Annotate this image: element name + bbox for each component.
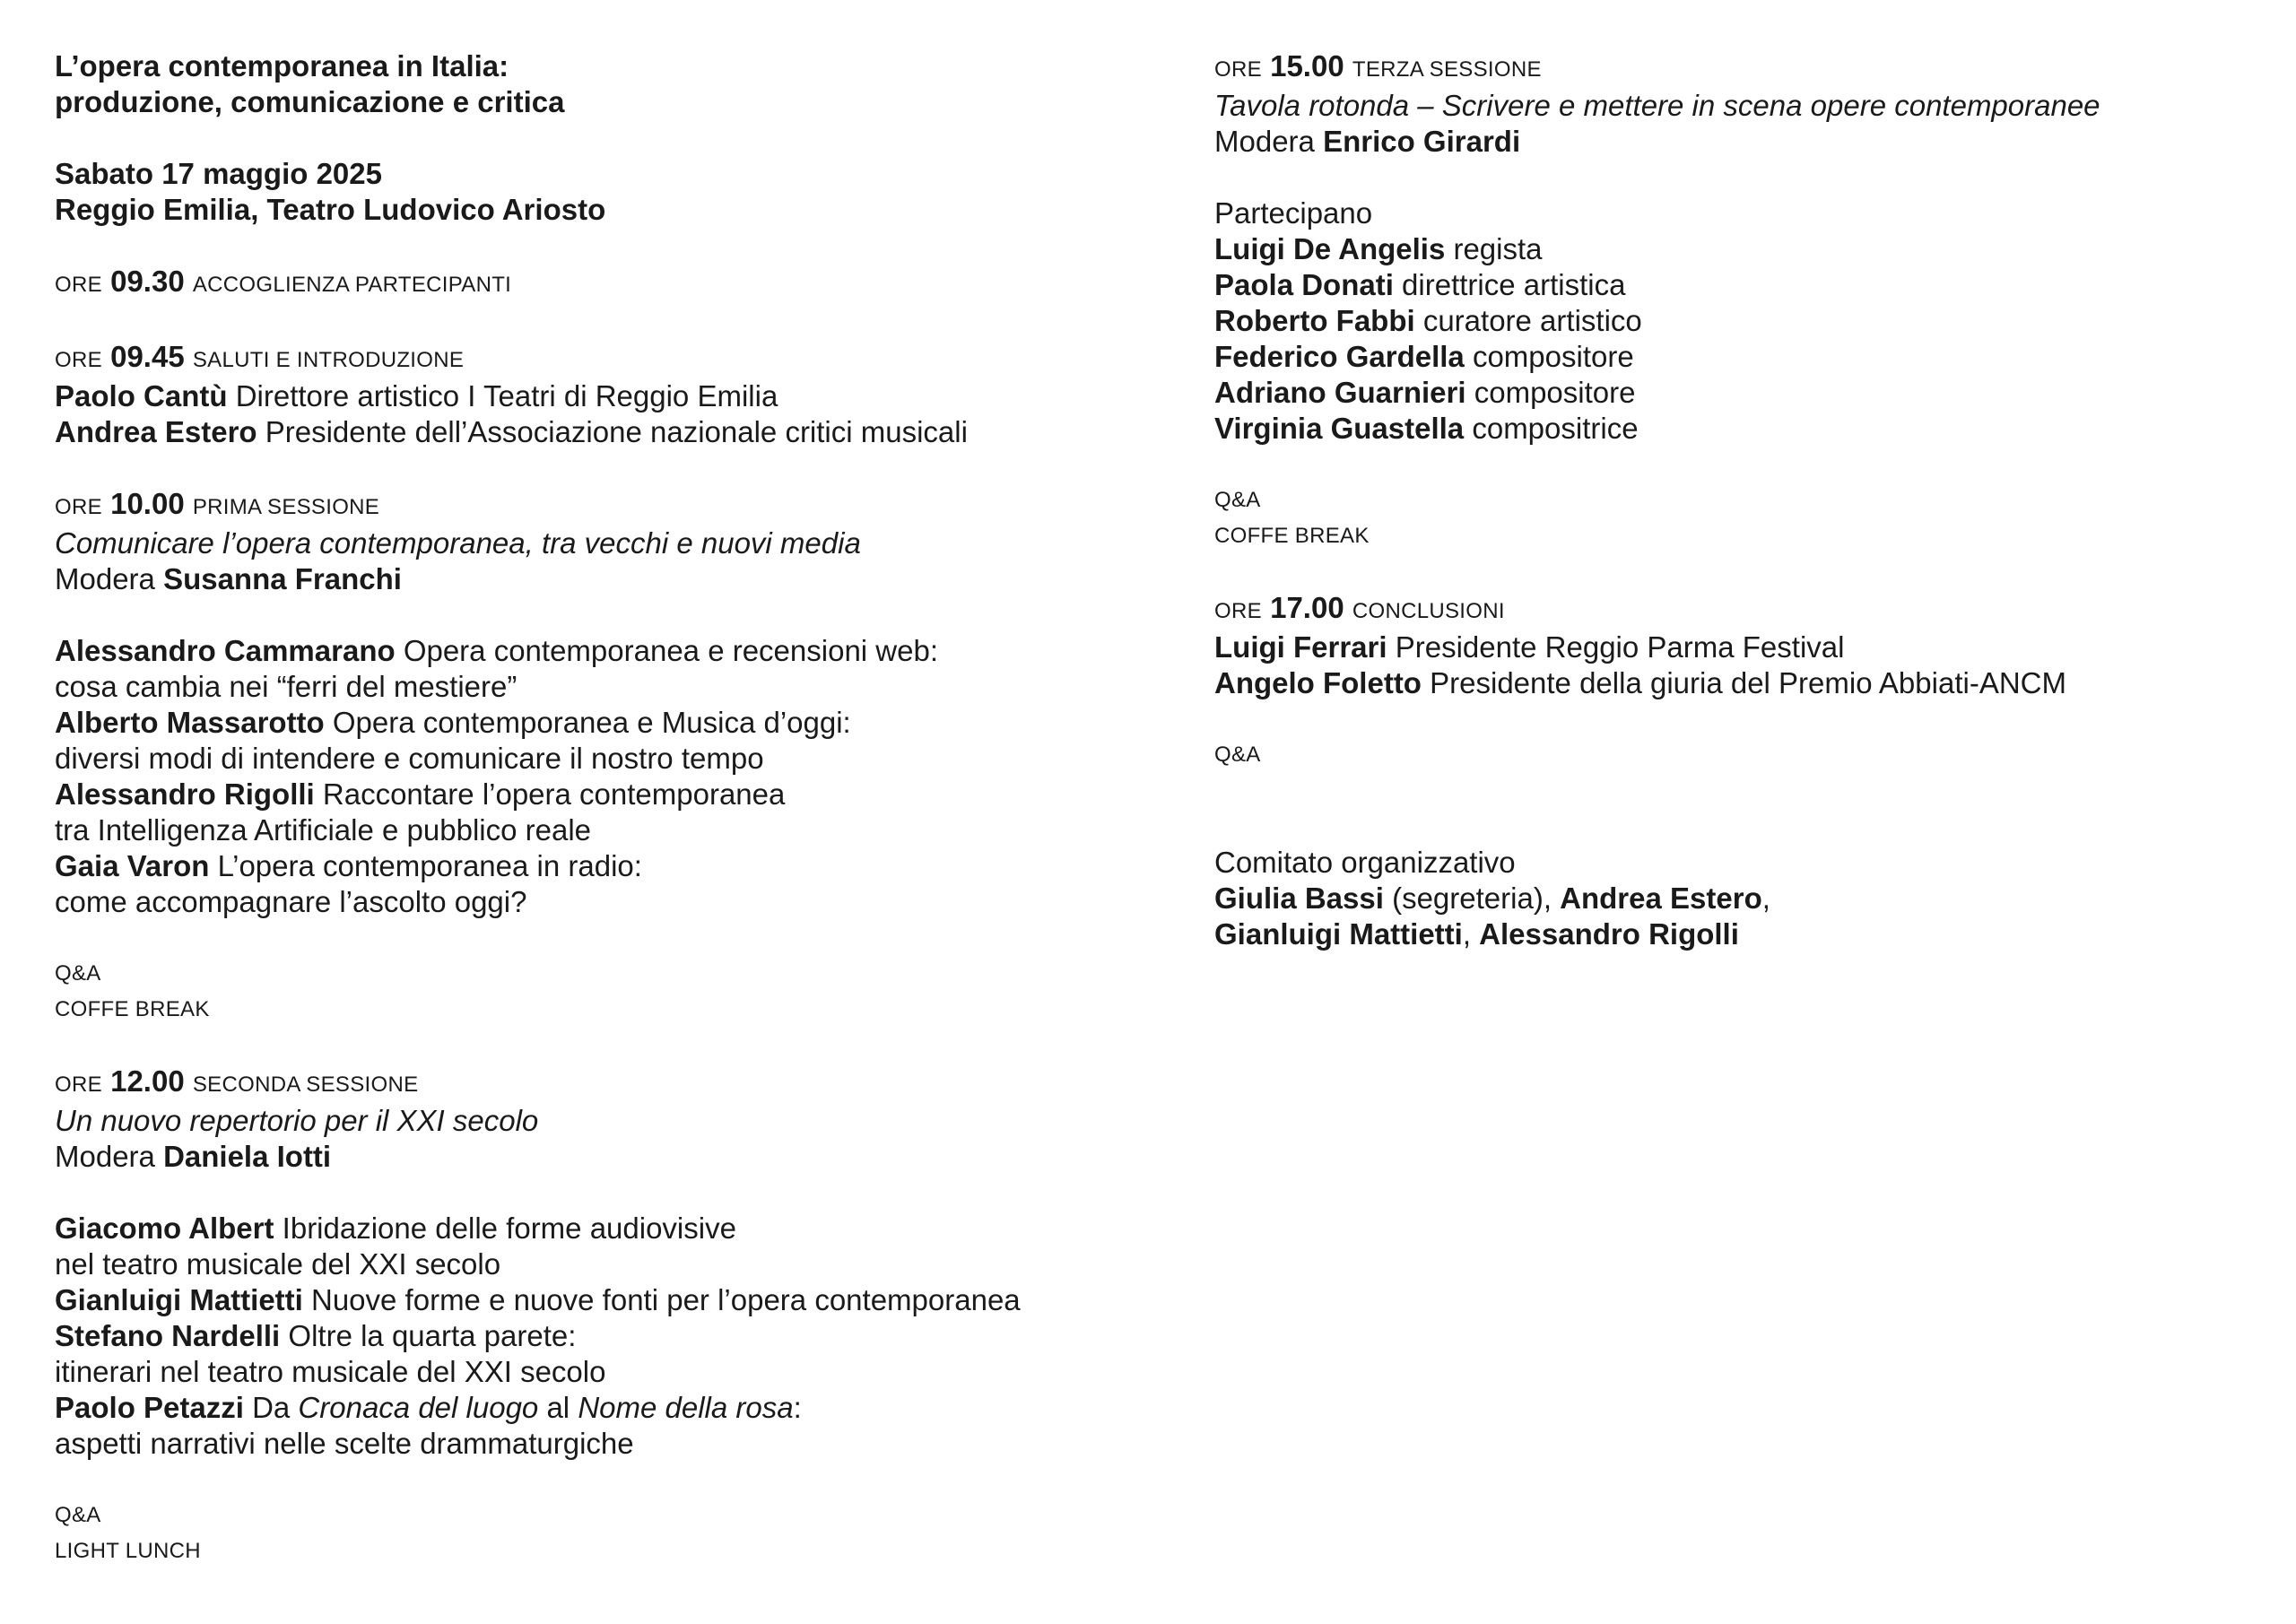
- participant-name: Virginia Guastella: [1214, 412, 1465, 445]
- intro-speaker: [55, 378, 1185, 414]
- speaker-role: Presidente dell’Associazione nazionale critici musicali: [265, 415, 968, 448]
- coffee-break-label: COFFE BREAK: [1214, 524, 1370, 548]
- speaker-role: Direttore artistico I Teatri di Reggio Emilia: [235, 379, 778, 413]
- ore-label: ORE: [1214, 57, 1262, 82]
- talk-line: [55, 1211, 1185, 1246]
- participants-label: Partecipano: [1214, 196, 1373, 230]
- qa-label: Q&A: [1214, 488, 1261, 512]
- speaker-name: Andrea Estero: [55, 415, 257, 448]
- participant: [1214, 411, 2273, 447]
- session1-label: PRIMA SESSIONE: [192, 495, 380, 519]
- speaker-name: Alessandro Rigolli: [55, 777, 315, 811]
- ore-label: ORE: [55, 273, 102, 297]
- participant: [1214, 375, 2273, 411]
- session1-heading: [55, 486, 1185, 525]
- welcome-heading: [55, 264, 1185, 303]
- work-title: Nome della rosa: [578, 1391, 794, 1424]
- intro-label: SALUTI E INTRODUZIONE: [192, 348, 465, 372]
- session3-moderator: [1214, 124, 2273, 160]
- talk-line: [55, 848, 1185, 884]
- committee-note: (segreteria),: [1392, 881, 1552, 915]
- speaker-role: Presidente della giuria del Premio Abbiati-ANCM: [1430, 666, 2066, 699]
- qa-label: Q&A: [55, 1503, 101, 1527]
- session2-heading: [55, 1064, 1185, 1103]
- session2-moderator: [55, 1139, 1185, 1175]
- speaker-name: Alessandro Cammarano: [55, 634, 396, 667]
- talk-al: al: [546, 1391, 570, 1424]
- talk-line-2: diversi modi di intendere e comunicare il nostro tempo: [55, 742, 764, 775]
- committee-member: Giulia Bassi: [1214, 881, 1384, 915]
- ore-label: ORE: [55, 1073, 102, 1097]
- participant-role: direttrice artistica: [1402, 268, 1626, 301]
- left-column: [55, 48, 1185, 1569]
- participant-role: compositore: [1474, 376, 1636, 409]
- session2-time: 12.00: [110, 1064, 185, 1098]
- speaker-name: Stefano Nardelli: [55, 1319, 281, 1352]
- participant-name: Luigi De Angelis: [1214, 232, 1446, 265]
- intro-time: 09.45: [110, 340, 185, 373]
- moderator-name: Enrico Girardi: [1323, 125, 1521, 158]
- participant-role: compositore: [1472, 340, 1634, 373]
- conclusion-speaker: [1214, 630, 2273, 665]
- conclusions-label: CONCLUSIONI: [1352, 599, 1505, 623]
- participant-name: Adriano Guarnieri: [1214, 376, 1466, 409]
- participant-role: regista: [1453, 232, 1543, 265]
- participant-role: compositrice: [1472, 412, 1639, 445]
- participant: [1214, 339, 2273, 375]
- talk-line: [55, 1390, 1185, 1426]
- talk-line: [55, 633, 1185, 669]
- talk-line-2: itinerari nel teatro musicale del XXI secolo: [55, 1355, 606, 1388]
- talk-title: Nuove forme e nuove fonti per l’opera contemporanea: [311, 1283, 1021, 1316]
- session3-time: 15.00: [1270, 49, 1344, 83]
- participant: [1214, 267, 2273, 303]
- participant: [1214, 231, 2273, 267]
- session1-subtitle: Comunicare l’opera contemporanea, tra vecchi e nuovi media: [55, 526, 861, 560]
- ore-label: ORE: [55, 348, 102, 372]
- participant-name: Paola Donati: [1214, 268, 1394, 301]
- speaker-name: Angelo Foletto: [1214, 666, 1422, 699]
- session1-time: 10.00: [110, 487, 185, 520]
- talk-line-2: tra Intelligenza Artificiale e pubblico reale: [55, 813, 592, 847]
- welcome-time: 09.30: [110, 265, 185, 298]
- talk-colon: :: [793, 1391, 802, 1424]
- participant-name: Roberto Fabbi: [1214, 304, 1415, 337]
- ore-label: ORE: [55, 495, 102, 519]
- committee-line-2: [1214, 916, 2273, 952]
- speaker-role: Presidente Reggio Parma Festival: [1395, 630, 1845, 664]
- event-title-line-1: L’opera contemporanea in Italia:: [55, 49, 509, 83]
- talk-line: [55, 1318, 1185, 1354]
- right-column: [1214, 48, 2273, 952]
- light-lunch-label: LIGHT LUNCH: [55, 1539, 201, 1563]
- session1-moderator: [55, 561, 1185, 597]
- separator: ,: [1761, 881, 1770, 915]
- conclusion-speaker: [1214, 665, 2273, 701]
- session3-label: TERZA SESSIONE: [1352, 57, 1542, 82]
- committee-member: Gianluigi Mattietti: [1214, 917, 1463, 951]
- speaker-name: Luigi Ferrari: [1214, 630, 1387, 664]
- qa-label: Q&A: [1214, 743, 1261, 767]
- conclusions-time: 17.00: [1270, 591, 1344, 624]
- qa-label: Q&A: [55, 961, 101, 986]
- event-venue: Reggio Emilia, Teatro Ludovico Ariosto: [55, 193, 606, 226]
- talk-line-2: come accompagnare l’ascolto oggi?: [55, 885, 527, 918]
- talk-title: Opera contemporanea e recensioni web:: [403, 634, 939, 667]
- committee-member: Andrea Estero: [1560, 881, 1762, 915]
- speaker-name: Paolo Cantù: [55, 379, 228, 413]
- participant-role: curatore artistico: [1422, 304, 1642, 337]
- participant-name: Federico Gardella: [1214, 340, 1465, 373]
- intro-heading: [55, 339, 1185, 378]
- speaker-name: Alberto Massarotto: [55, 706, 325, 739]
- welcome-label: ACCOGLIENZA PARTECIPANTI: [192, 273, 512, 297]
- talk-line: [55, 777, 1185, 812]
- coffee-break-label: COFFE BREAK: [55, 997, 210, 1021]
- talk-line-2: nel teatro musicale del XXI secolo: [55, 1247, 501, 1281]
- speaker-name: Gaia Varon: [55, 849, 210, 882]
- talk-title: Ibridazione delle forme audiovisive: [282, 1211, 736, 1245]
- committee-line-1: [1214, 881, 2273, 916]
- talk-line: [55, 705, 1185, 741]
- talk-title: L’opera contemporanea in radio:: [217, 849, 642, 882]
- speaker-name: Paolo Petazzi: [55, 1391, 244, 1424]
- modera-label: Modera: [1214, 125, 1315, 158]
- session3-subtitle: Tavola rotonda – Scrivere e mettere in scena opere contemporanee: [1214, 89, 2100, 122]
- modera-label: Modera: [55, 1140, 155, 1173]
- event-title-line-2: produzione, comunicazione e critica: [55, 85, 565, 118]
- talk-title: Raccontare l’opera contemporanea: [322, 777, 786, 811]
- event-date: Sabato 17 maggio 2025: [55, 157, 382, 190]
- intro-speaker: [55, 414, 1185, 450]
- talk-line-2: aspetti narrativi nelle scelte drammaturgiche: [55, 1427, 634, 1460]
- ore-label: ORE: [1214, 599, 1262, 623]
- talk-title: Oltre la quarta parete:: [288, 1319, 577, 1352]
- speaker-name: Gianluigi Mattietti: [55, 1283, 303, 1316]
- talk-line: [55, 1282, 1185, 1318]
- talk-line-2: cosa cambia nei “ferri del mestiere”: [55, 670, 517, 703]
- committee-member: Alessandro Rigolli: [1479, 917, 1739, 951]
- moderator-name: Daniela Iotti: [163, 1140, 332, 1173]
- moderator-name: Susanna Franchi: [163, 562, 402, 595]
- session2-label: SECONDA SESSIONE: [192, 1073, 419, 1097]
- session2-subtitle: Un nuovo repertorio per il XXI secolo: [55, 1104, 539, 1137]
- modera-label: Modera: [55, 562, 155, 595]
- speaker-name: Giacomo Albert: [55, 1211, 274, 1245]
- conclusions-heading: [1214, 590, 2273, 630]
- participant: [1214, 303, 2273, 339]
- committee-label: Comitato organizzativo: [1214, 846, 1516, 879]
- separator: ,: [1462, 917, 1471, 951]
- talk-title: Opera contemporanea e Musica d’oggi:: [332, 706, 851, 739]
- talk-da: Da: [252, 1391, 291, 1424]
- session3-heading: [1214, 48, 2273, 88]
- work-title: Cronaca del luogo: [298, 1391, 539, 1424]
